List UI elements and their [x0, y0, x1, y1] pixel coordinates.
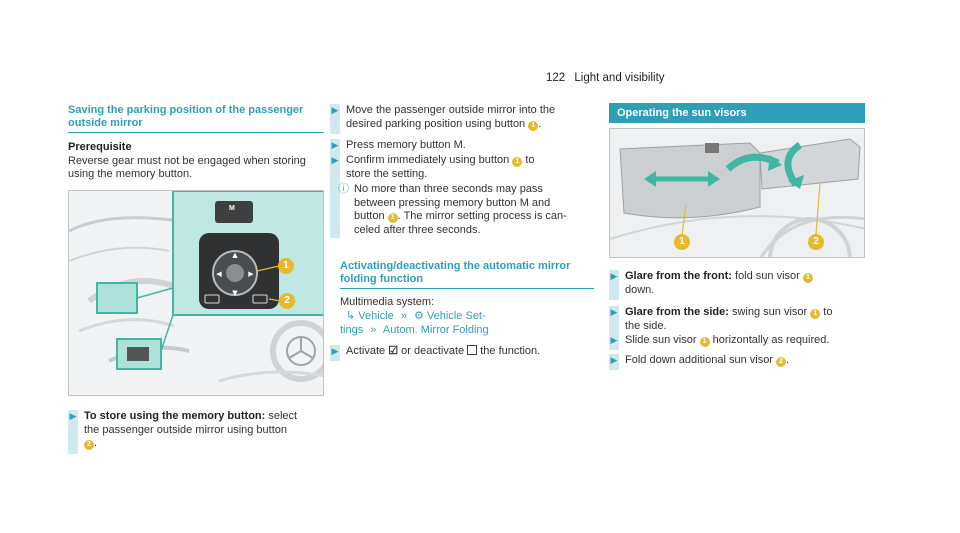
section-title-auto-folding	[340, 260, 570, 286]
section-rule	[340, 288, 594, 289]
badge-2: 2	[776, 357, 786, 367]
step-text: Move the passenger outside mirror into the	[346, 104, 556, 116]
badge-1: 1	[388, 213, 398, 223]
system-label: Multimedia system:	[340, 296, 435, 308]
step-glare-front	[625, 270, 865, 297]
step-text: store the setting.	[346, 167, 428, 180]
step-fold-additional	[625, 354, 865, 368]
vehicle-settings-icon: ⚙	[414, 310, 424, 322]
prereq-heading: Prerequisite	[68, 141, 132, 153]
prereq-line: Reverse gear must not be engaged when storing	[68, 155, 306, 167]
step-confirm	[346, 154, 596, 181]
svg-text:◀: ◀	[216, 270, 222, 278]
step-activate	[346, 345, 540, 359]
step-text: the function.	[477, 345, 541, 357]
info-text: . The mirror setting process is can-	[397, 210, 567, 222]
callout-1: 1	[674, 234, 690, 250]
step-slide-visor	[625, 334, 865, 348]
step-arrow-icon: ▶	[610, 355, 618, 365]
title-line: Saving the parking position of the passenger	[68, 104, 304, 116]
step-text: .	[94, 437, 98, 449]
badge-1: 1	[803, 273, 813, 283]
mirror-controls-figure	[68, 190, 324, 396]
step-text: .	[786, 354, 790, 366]
step-bold: Glare from the side:	[625, 306, 729, 318]
path-chevron-icon: »	[400, 310, 407, 322]
info-text: button	[354, 210, 385, 222]
title-line: outside mirror	[68, 117, 143, 129]
step-text: .	[538, 117, 542, 130]
step-text: swing sun visor	[728, 306, 808, 318]
badge-1: 1	[528, 121, 538, 131]
step-arrow-icon: ▶	[610, 307, 618, 317]
sun-visor-figure	[609, 128, 865, 258]
step-text: Confirm immediately using button	[346, 154, 510, 166]
page-header	[546, 72, 665, 84]
section-banner-sun-visors: Operating the sun visors	[609, 103, 865, 123]
prereq-line: using the memory button.	[68, 168, 193, 180]
step-arrow-icon: ▶	[610, 271, 618, 281]
step-text: Fold down additional sun visor	[625, 354, 773, 366]
step-text: Activate	[346, 345, 386, 357]
step-arrow-icon: ▶	[69, 411, 77, 421]
info-text: celed after three seconds.	[354, 223, 481, 236]
info-icon: ⓘ	[338, 183, 349, 195]
step-bold: To store using the memory button:	[84, 410, 266, 422]
step-text: desired parking position using button	[346, 117, 526, 130]
callout-1: 1	[278, 258, 294, 274]
badge-1: 1	[700, 337, 710, 347]
info-text: No more than three seconds may pass	[354, 183, 543, 195]
path-enter-icon: ↳	[346, 310, 356, 322]
info-note	[354, 183, 594, 237]
badge-2: 2	[84, 440, 94, 450]
info-text: between pressing memory button M and	[354, 196, 551, 209]
section-title-mirror-parking	[68, 104, 303, 130]
badge-1: 1	[512, 157, 522, 167]
svg-text:▶: ▶	[248, 270, 254, 278]
title-line: folding function	[340, 273, 424, 285]
step-text: down.	[625, 283, 655, 296]
page-number: 122	[546, 72, 566, 84]
svg-text:▲: ▲	[232, 251, 238, 259]
step-text: fold sun visor	[731, 270, 800, 282]
step-text: select	[265, 410, 298, 422]
path-chevron-icon: »	[370, 324, 377, 336]
badge-1: 1	[810, 309, 820, 319]
checkbox-checked-icon: ☑	[388, 345, 399, 357]
step-press-memory: Press memory button M.	[346, 139, 466, 151]
step-arrow-icon: ▶	[331, 140, 339, 150]
step-bold: Glare from the front:	[625, 270, 732, 282]
step-arrow-icon: ▶	[331, 346, 339, 356]
callout-2: 2	[279, 293, 295, 309]
step-move-mirror	[346, 104, 596, 131]
title-line: Activating/deactivating the automatic mirror	[340, 260, 571, 272]
svg-text:▼: ▼	[232, 289, 238, 297]
checkbox-unchecked-icon	[467, 345, 477, 355]
step-text: to	[820, 306, 833, 318]
step-text: horizontally as required.	[709, 334, 830, 346]
step-text: to	[522, 154, 535, 166]
menu-path-cont	[340, 324, 596, 338]
sun-visor-illustration	[610, 129, 865, 258]
section-rule	[68, 132, 324, 133]
menu-path	[346, 310, 596, 324]
path-vehicle-settings[interactable]: tings	[340, 324, 364, 336]
path-vehicle-settings[interactable]: Vehicle Set-	[426, 310, 486, 322]
step-arrow-icon: ▶	[610, 335, 618, 345]
path-vehicle[interactable]: Vehicle	[358, 310, 394, 322]
step-text: the passenger outside mirror using button	[84, 423, 288, 436]
path-autom-mirror-folding[interactable]: Autom. Mirror Folding	[382, 324, 489, 336]
step-text: or deactivate	[398, 345, 465, 357]
step-arrow-icon: ▶	[331, 105, 339, 115]
step-store-memory	[84, 410, 324, 451]
step-text: the side.	[625, 319, 667, 332]
m-button-label: M	[229, 205, 235, 212]
step-glare-side	[625, 306, 865, 333]
step-text: Slide sun visor	[625, 334, 697, 346]
callout-2: 2	[808, 234, 824, 250]
step-arrow-icon: ▶	[331, 155, 339, 165]
section-name: Light and visibility	[574, 72, 665, 84]
